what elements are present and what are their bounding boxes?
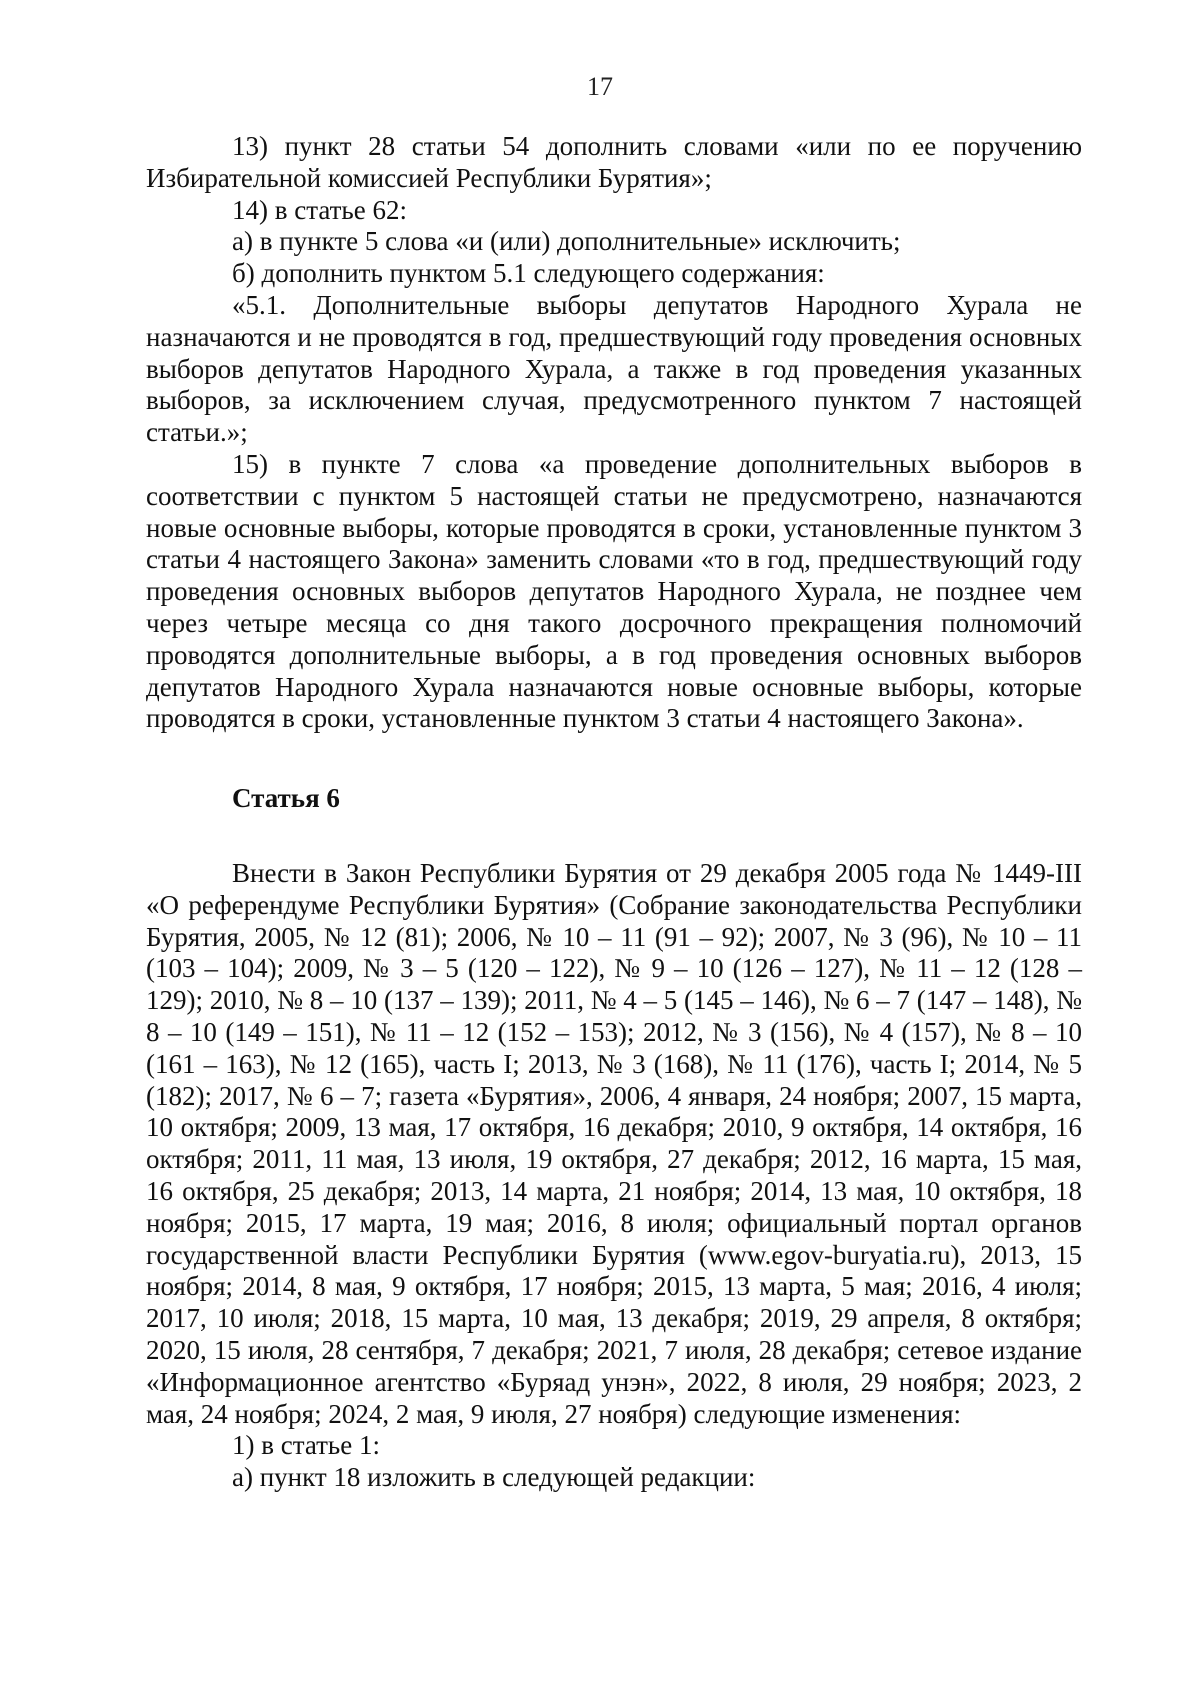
paragraph-item-14a: а) в пункте 5 слова «и (или) дополнительные» исключить; [232,226,901,257]
paragraph-item-13: 13) пункт 28 статьи 54 дополнить словами «или по ее поручению Избирательной комиссией Республики Бурятия»; [146,131,1082,193]
article-heading: Статья 6 [232,783,340,813]
paragraph-item-14: 14) в статье 62: [232,194,407,225]
paragraph-quote-5-1: «5.1. Дополнительные выборы депутатов Народного Хурала не назначаются и не проводятся в год, предшествующий году проведения основных выборов депутатов Народного Хурала, а также в год проведения указанных выборов, за исключением случая, предусмотренного пунктом 7 настоящей статьи.»; [146,289,1082,448]
paragraph-item-14b: б) дополнить пунктом 5.1 следующего содержания: [232,258,825,289]
paragraph-article-6-intro: Внести в Закон Республики Бурятия от 29 декабря 2005 года № 1449-III «О референдуме Республики Бурятия» (Собрание законодательства Республики Бурятия, 2005, № 12 (81); 2006, № 10 – 11 (91 – 92); 2007, № 3 (96), № 10 – 11 (103 – 104); 2009, № 3 – 5 (120 – 122), № 9 – 10 (126 – 127), № 11 – 12 (128 – 129); 2010, № 8 – 10 (137 – 139); 2011, № 4 – 5 (145 – 146), № 6 – 7 (147 – 148), № 8 – 10 (149 – 151), № 11 – 12 (152 – 153); 2012, № 3 (156), № 4 (157), № 8 – 10 (161 – 163), № 12 (165), часть I; 2013, № 3 (168), № 11 (176), часть I; 2014, № 5 (182); 2017, № 6 – 7; газета «Бурятия», 2006, 4 января, 24 ноября; 2007, 15 марта, 10 октября; 2009, 13 мая, 17 октября, 16 декабря; 2010, 9 октября, 14 октября, 16 октября; 2011, 11 мая, 13 июля, 19 октября, 27 декабря; 2012, 16 марта, 15 мая, 16 октября, 25 декабря; 2013, 14 марта, 21 ноября; 2014, 13 мая, 10 октября, 18 ноября; 2015, 17 марта, 19 мая; 2016, 8 июля; официальный портал органов государственной власти Республики Бурятия (www.egov-buryatia.ru), 2013, 15 ноября; 2014, 8 мая, 9 октября, 17 ноября; 2015, 13 марта, 5 мая; 2016, 4 июля; 2017, 10 июля; 2018, 15 марта, 10 мая, 13 декабря; 2019, 29 апреля, 8 октября; 2020, 15 июля, 28 сентября, 7 декабря; 2021, 7 июля, 28 декабря; сетевое издание «Информационное агентство «Буряад унэн», 2022, 8 июля, 29 ноября; 2023, 2 мая, 24 ноября; 2024, 2 мая, 9 июля, 27 ноября) следующие изменения: [146,858,1082,1429]
amendments-block [146,131,1082,735]
paragraph-item-1: 1) в статье 1: [232,1430,380,1461]
paragraph-item-1a: а) пункт 18 изложить в следующей редакции: [232,1462,756,1493]
paragraph-item-15: 15) в пункте 7 слова «а проведение дополнительных выборов в соответствии с пунктом 5 настоящей статьи не предусмотрено, назначаются новые основные выборы, которые проводятся в сроки, установленные пунктом 3 статьи 4 настоящего Закона» заменить словами «то в год, предшествующий году проведения основных выборов депутатов Народного Хурала, не позднее чем через четыре месяца со дня такого досрочного прекращения полномочий проводятся дополнительные выборы, а в год проведения основных выборов депутатов Народного Хурала назначаются новые основные выборы, которые проводятся в сроки, установленные пунктом 3 статьи 4 настоящего Закона». [146,448,1082,734]
article-6-block [146,858,1082,1494]
page-number: 17 [587,72,613,101]
